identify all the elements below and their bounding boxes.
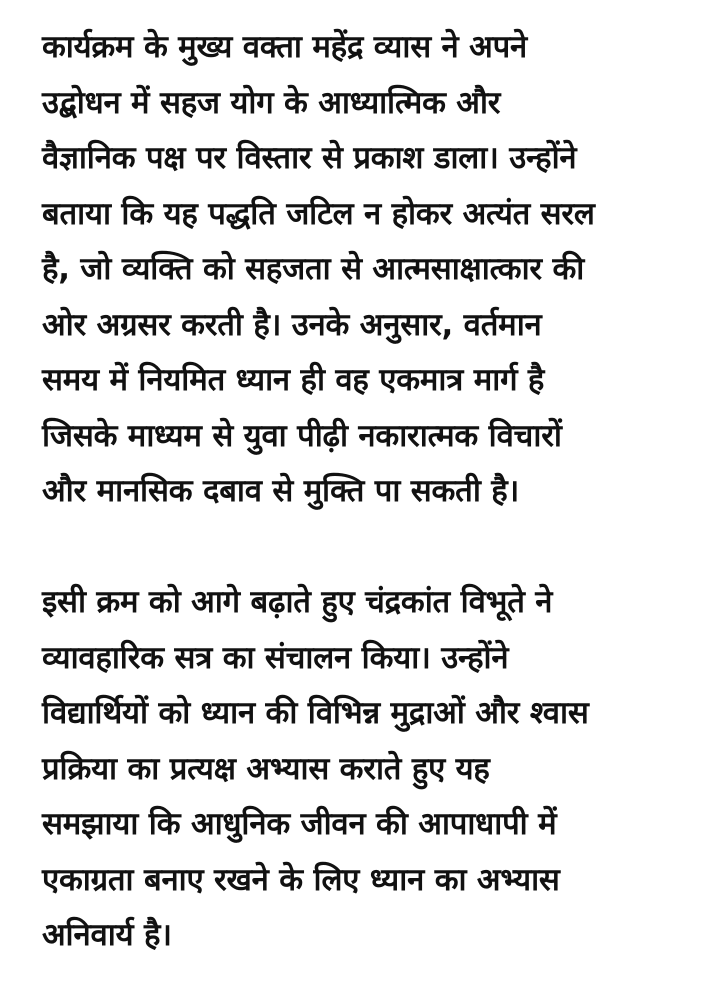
text-line: व्यावहारिक सत्र का संचालन किया। उन्होंने <box>42 639 509 676</box>
text-line: जिसके माध्यम से युवा पीढ़ी नकारात्मक विचारों <box>42 417 562 454</box>
text-line: वैज्ञानिक पक्ष पर विस्तार से प्रकाश डाला। उन्होंने <box>42 140 577 176</box>
text-line: अनिवार्य है। <box>42 917 172 953</box>
text-line: ओर अग्रसर करती है। उनके अनुसार, वर्तमान <box>42 306 542 343</box>
text-line: है, जो व्यक्ति को सहजता से आत्मसाक्षात्कार की <box>42 251 585 287</box>
text-line: और मानसिक दबाव से मुक्ति पा सकती है। <box>42 473 520 509</box>
paragraph-2 <box>42 575 692 964</box>
text-line: इसी क्रम को आगे बढ़ाते हुए चंद्रकांत विभूते ने <box>42 584 553 620</box>
paragraph-1 <box>42 20 692 520</box>
text-line: प्रक्रिया का प्रत्यक्ष अभ्यास कराते हुए यह <box>42 750 490 787</box>
text-line: विद्यार्थियों को ध्यान की विभिन्न मुद्राओं और श्वास <box>42 695 589 731</box>
text-line: एकाग्रता बनाए रखने के लिए ध्यान का अभ्यास <box>42 861 560 898</box>
text-line: समझाया कि आधुनिक जीवन की आपाधापी में <box>42 806 557 842</box>
text-line: बताया कि यह पद्धति जटिल न होकर अत्यंत सरल <box>42 195 595 232</box>
text-line: उद्बोधन में सहज योग के आध्यात्मिक और <box>42 84 501 121</box>
text-line: समय में नियमित ध्यान ही वह एकमात्र मार्ग है <box>42 362 545 398</box>
text-line: कार्यक्रम के मुख्य वक्ता महेंद्र व्यास ने अपने <box>42 29 528 65</box>
